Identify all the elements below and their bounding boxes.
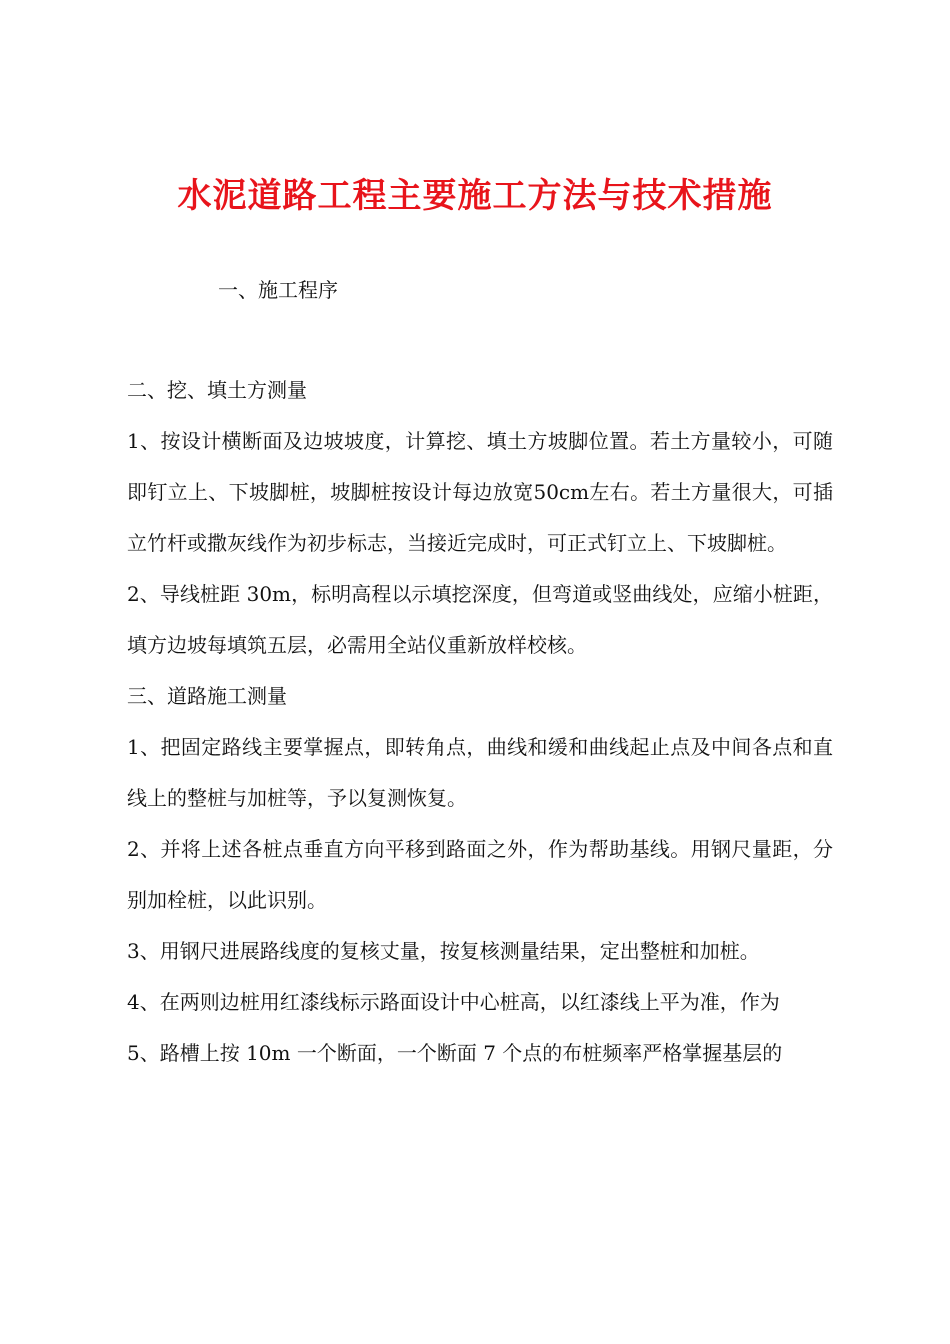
- document-body: [127, 365, 833, 1079]
- section-heading-road-survey: 三、道路施工测量: [127, 684, 287, 708]
- section-heading-earthwork-survey: 二、挖、填土方测量: [127, 378, 307, 402]
- paragraph-road-3: 3、用钢尺进展路线度的复核丈量，按复核测量结果，定出整桩和加桩。: [127, 939, 760, 963]
- paragraph-road-1: 1、把固定路线主要掌握点，即转角点，曲线和缓和曲线起止点及中间各点和直线上的整桩与加桩等，予以复测恢复。: [127, 735, 833, 810]
- section-heading-construction-procedure: 一、施工程序: [218, 278, 338, 302]
- paragraph-road-5: 5、路槽上按 10m 一个断面，一个断面 7 个点的布桩频率严格掌握基层的: [127, 1041, 783, 1065]
- paragraph-road-2: 2、并将上述各桩点垂直方向平移到路面之外，作为帮助基线。用钢尺量距，分别加栓桩，以此识别。: [127, 837, 833, 912]
- paragraph-earthwork-1: 1、按设计横断面及边坡坡度，计算挖、填土方坡脚位置。若土方量较小，可随即钉立上、下坡脚桩，坡脚桩按设计每边放宽50cm左右。若土方量很大，可插立竹杆或撒灰线作为初步标志，当接近完成时，可正式钉立上、下坡脚桩。: [127, 429, 833, 555]
- paragraph-road-4: 4、在两则边桩用红漆线标示路面设计中心桩高，以红漆线上平为准，作为: [127, 990, 780, 1014]
- document-title: 水泥道路工程主要施工方法与技术措施: [177, 176, 773, 216]
- paragraph-earthwork-2: 2、导线桩距 30m，标明高程以示填挖深度，但弯道或竖曲线处，应缩小桩距，填方边坡每填筑五层，必需用全站仪重新放样校核。: [127, 582, 833, 657]
